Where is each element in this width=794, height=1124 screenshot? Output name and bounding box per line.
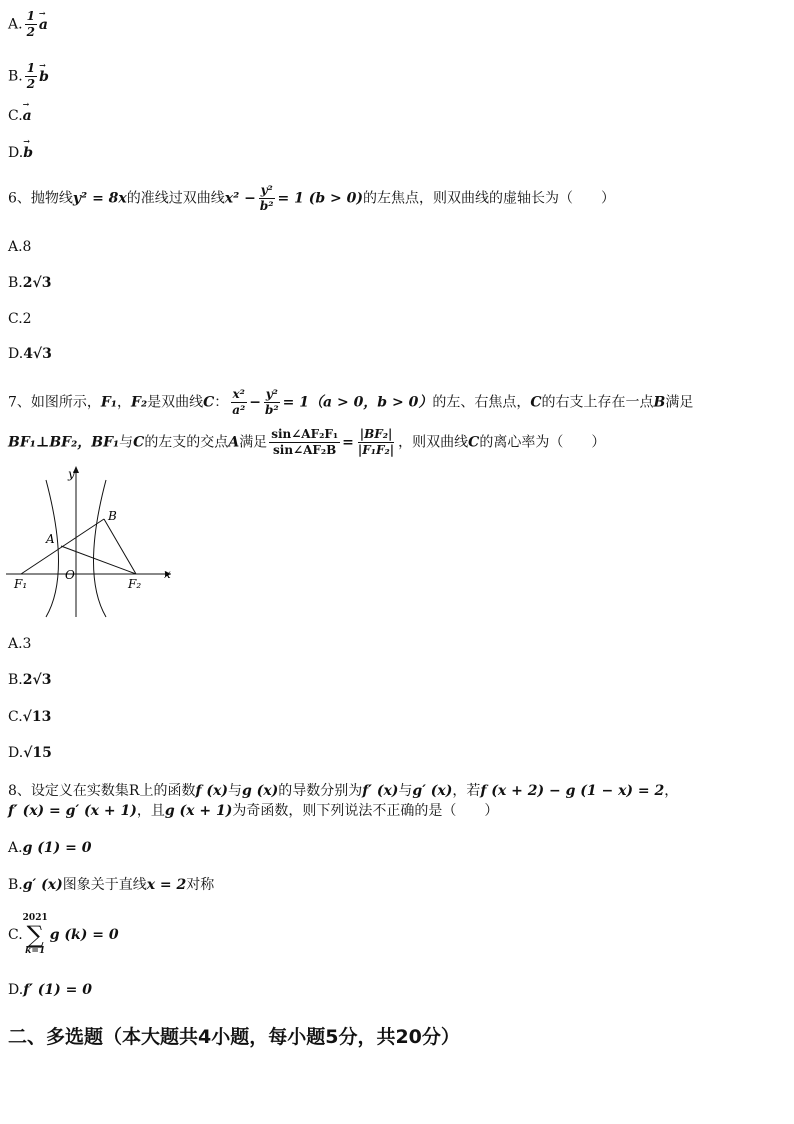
q6-option-c: C.2 <box>8 311 32 327</box>
q7-stem-line2: BF₁⊥BF₂，BF₁与C的左支的交点A满足 $\frac{\text{sin∠AF₂F₁}}{\text{sin∠AF₂B}}$ = $\frac{\text{|BF₂|}}{\text{|F₁F₂|}}$ ，则双曲线C的离心率为（ ） <box>8 427 606 458</box>
q8-stem-line1: 8、设定义在实数集R上的函数f (x)与g (x)的导数分别为f′ (x)与g′ (x)，若f (x + 2) − g (1 − x) = 2， <box>8 783 679 799</box>
label-F1: F₁ <box>14 577 28 591</box>
q6-option-b: B.2√3 <box>8 275 52 291</box>
q7-option-c: C.√13 <box>8 709 52 725</box>
right-branch <box>94 480 107 617</box>
q6-option-d: D.4√3 <box>8 346 52 362</box>
left-branch <box>46 480 59 617</box>
q5-option-a: A. $\frac{1}{2}$ → a <box>8 10 48 39</box>
q7-stem-line1: 7、如图所示，F₁，F₂是双曲线C： $\frac{\text{x²}}{\text{a²}}$ − $\frac{\text{y²}}{\text{b²}}$ = 1（a > 0，b > 0）的左、右焦点，C的右支上存在一点B满足 <box>8 387 694 418</box>
q5-option-c: C.→ a <box>8 109 32 123</box>
q5-option-d: D.→ b <box>8 146 33 160</box>
label-B: B <box>108 509 117 523</box>
q8-option-d: D.f′ (1) = 0 <box>8 982 92 998</box>
segment-BF2 <box>104 519 136 574</box>
q6-option-a: A.8 <box>8 239 32 255</box>
q7-option-b: B.2√3 <box>8 672 52 688</box>
hyperbola-figure <box>6 462 176 622</box>
q5-option-b: B. $\frac{1}{2}$ → b <box>8 62 49 91</box>
q8-option-c: C. 2021 ∑ k=1 g (k) = 0 <box>8 913 119 956</box>
q6-stem: 6、抛物线y² = 8x的准线过双曲线x² − $\frac{\text{y²}}{\text{b²}}$ = 1 (b > 0)的左焦点，则双曲线的虚轴长为（ ） <box>8 183 615 214</box>
q8-stem-line2: f′ (x) = g′ (x + 1)，且g (x + 1)为奇函数，则下列说法不正确的是（ ） <box>8 803 499 819</box>
label-O: O <box>65 568 75 582</box>
label-F2: F₂ <box>128 577 142 591</box>
label-x: x <box>164 567 171 581</box>
label-A: A <box>46 532 55 546</box>
q7-option-d: D.√15 <box>8 745 52 761</box>
q8-option-b: B.g′ (x)图象关于直线x = 2对称 <box>8 877 215 893</box>
q7-option-a: A.3 <box>8 636 32 652</box>
section-heading-multiple-choice: 二、多选题（本大题共4小题，每小题5分，共20分） <box>8 1026 460 1048</box>
q8-option-a: A.g (1) = 0 <box>8 840 92 856</box>
label-y: y <box>68 467 75 481</box>
